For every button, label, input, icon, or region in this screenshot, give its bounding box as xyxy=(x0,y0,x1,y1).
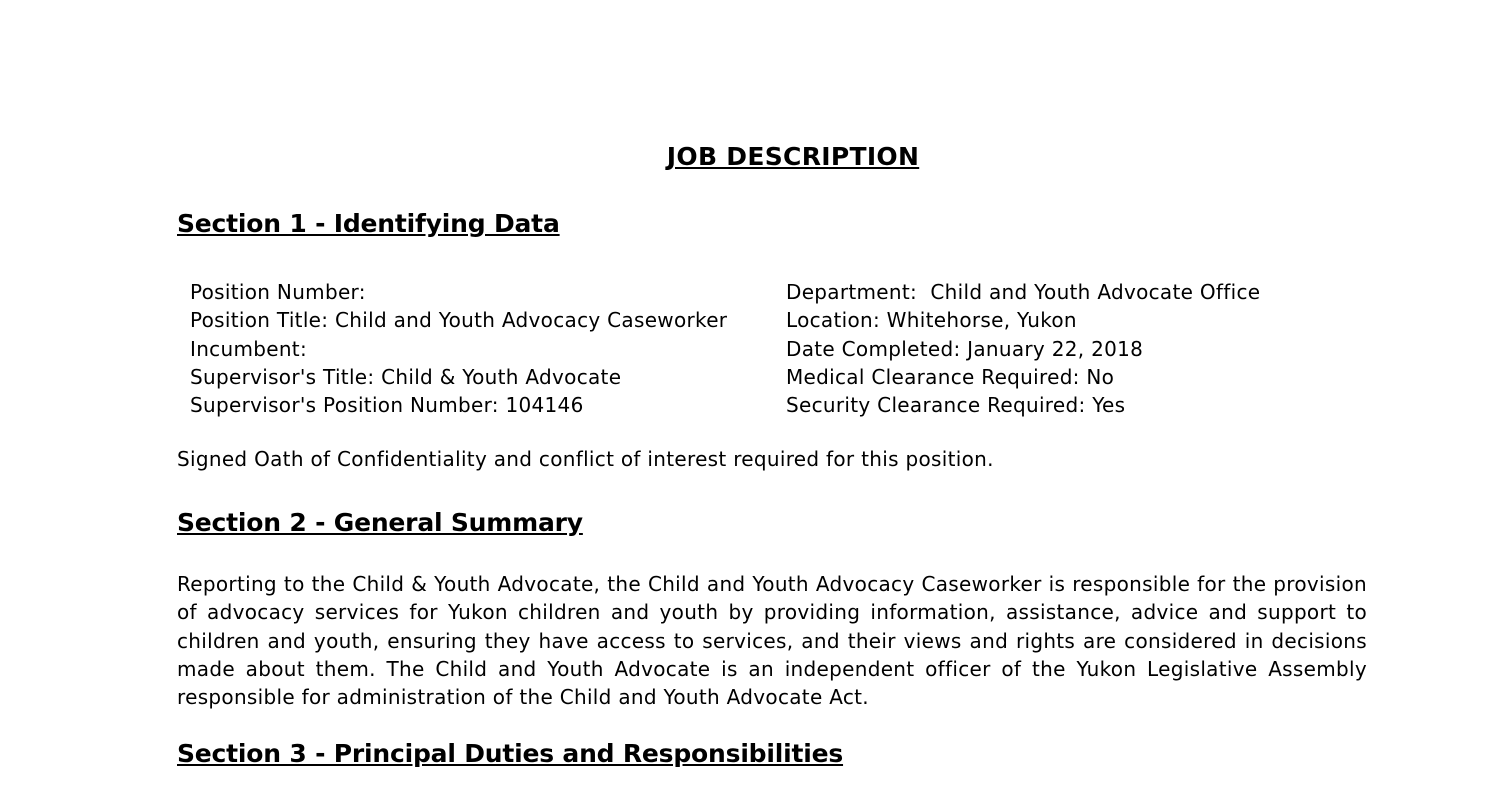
section-2-heading: Section 2 - General Summary xyxy=(177,508,583,537)
section-3-heading: Section 3 - Principal Duties and Responsibilities xyxy=(177,739,844,768)
section-1-heading: Section 1 - Identifying Data xyxy=(177,209,560,238)
identifying-data-right-column xyxy=(786,278,1260,419)
date-completed-field: Date Completed: January 22, 2018 xyxy=(786,336,1144,361)
position-number-field: Position Number: xyxy=(190,280,366,304)
supervisor-title-field: Supervisor's Title: Child & Youth Advocate xyxy=(190,364,622,389)
document-title: JOB DESCRIPTION xyxy=(666,142,920,171)
security-clearance-field: Security Clearance Required: Yes xyxy=(786,393,1126,418)
identifying-data-left-column xyxy=(190,278,727,419)
department-field: Department: Child and Youth Advocate Office xyxy=(786,280,1261,304)
general-summary-paragraph: Reporting to the Child & Youth Advocate, the Child and Youth Advocacy Caseworker is responsible for the provision of advocacy services for Yukon children and youth by providing information, assistance, advice and support to children and youth, ensuring they have access to services, and their views and rights are considered in decisions made about them. The Child and Youth Advocate is an independent officer of the Yukon Legislative Assembly responsible for administration of the Child and Youth Advocate Act. xyxy=(177,572,1367,710)
oath-note: Signed Oath of Confidentiality and conflict of interest required for this position. xyxy=(177,447,994,471)
supervisor-position-number-field: Supervisor's Position Number: 104146 xyxy=(190,393,584,418)
medical-clearance-field: Medical Clearance Required: No xyxy=(786,364,1115,389)
location-field: Location: Whitehorse, Yukon xyxy=(786,308,1077,333)
incumbent-field: Incumbent: xyxy=(190,336,307,361)
position-title-field: Position Title: Child and Youth Advocacy Caseworker xyxy=(190,308,728,333)
